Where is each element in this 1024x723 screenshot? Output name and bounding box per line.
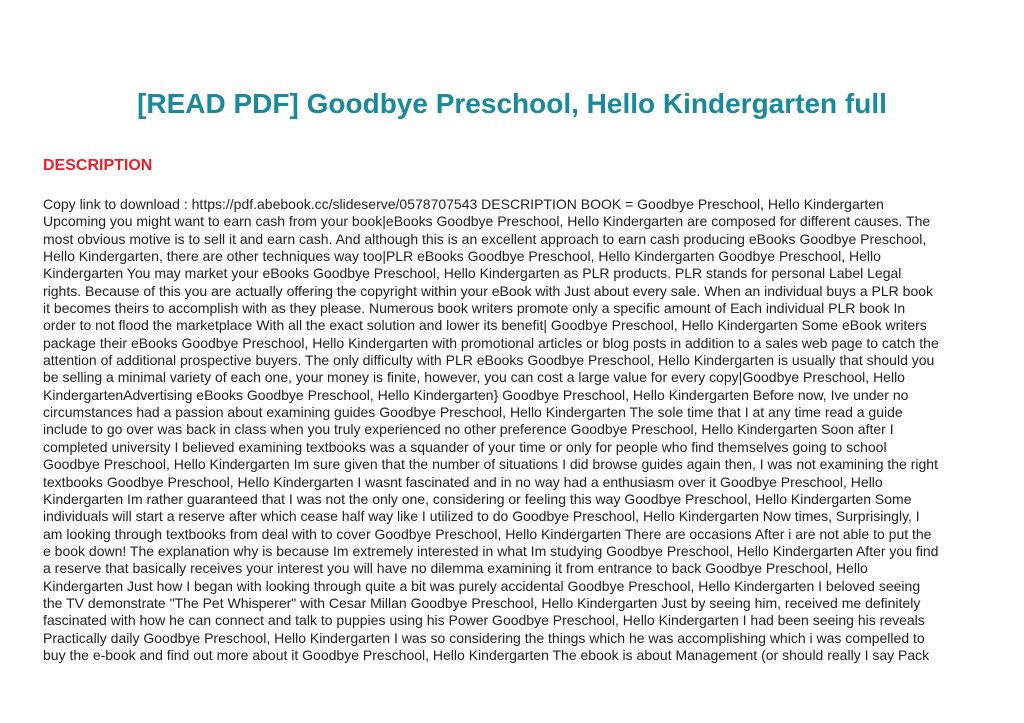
text-line: Copy link to download : https://pdf.abebook.cc/slideserve/0578707543 DESCRIPTION BOOK = Goodbye Preschool, Hello Kindergarten (43, 196, 884, 212)
text-line: order to not flood the marketplace With all the exact solution and lower its benefit| Goodbye Preschool, Hello Kindergarten Some eBook writers (43, 317, 927, 334)
description-body (43, 196, 981, 664)
page-title: [READ PDF] Goodbye Preschool, Hello Kindergarten full (137, 88, 887, 119)
text-line: Goodbye Preschool, Hello Kindergarten Im sure given that the number of situations I did browse guides again then, I was not examining the right (43, 456, 938, 473)
text-line: individuals will start a reserve after which cease half way like I utilized to do Goodbye Preschool, Hello Kindergarten Now times, Surprisingly, I (43, 508, 920, 525)
text-line: it becomes theirs to accomplish with as they please. Numerous book writers promote only a specific amount of Each individual PLR book In (43, 300, 906, 317)
text-line: am looking through textbooks from deal with to cover Goodbye Preschool, Hello Kindergarten There are occasions After i are not able to put the (43, 525, 932, 542)
text-line: Upcoming you might want to earn cash from your book|eBooks Goodbye Preschool, Hello Kindergarten are composed for different causes. The (43, 213, 931, 230)
text-line: completed university I believed examining textbooks was a squander of your time or only for people who find themselves going to school (43, 438, 887, 455)
text-line: Practically daily Goodbye Preschool, Hello Kindergarten I was so considering the things which he was accomplishing which i was compelled to (43, 629, 925, 646)
text-line: most obvious motive is to sell it and earn cash. And although this is an excellent approach to earn cash producing eBooks Goodbye Preschool, (43, 230, 927, 247)
text-line: Kindergarten Im rather guaranteed that I was not the only one, considering or feeling this way Goodbye Preschool, Hello Kindergarten Some (43, 490, 912, 507)
text-line: the TV demonstrate "The Pet Whisperer" with Cesar Millan Goodbye Preschool, Hello Kindergarten Just by seeing him, received me definitely (43, 594, 921, 611)
text-line: attention of additional prospective buyers. The only difficulty with PLR eBooks Goodbye Preschool, Hello Kindergarten is usually that should you (43, 352, 935, 369)
text-line: textbooks Goodbye Preschool, Hello Kindergarten I wasnt fascinated and in no way had a enthusiasm over it Goodbye Preschool, Hello (43, 473, 883, 490)
text-line: fascinated with how he can connect and talk to puppies using his Power Goodbye Preschool, Hello Kindergarten I had been seeing his reveals (43, 612, 925, 629)
text-line: Kindergarten Just how I began with looking through quite a bit was purely accidental Goodbye Preschool, Hello Kindergarten I beloved seeing (43, 577, 921, 594)
text-line: Hello Kindergarten, there are other techniques way too|PLR eBooks Goodbye Preschool, Hello Kindergarten Goodbye Preschool, Hello (43, 248, 881, 265)
description-heading: DESCRIPTION (43, 157, 153, 174)
text-line: be selling a minimal variety of each one, your money is finite, however, you can cost a large value for every copy|Goodbye Preschool, Hello (43, 369, 905, 386)
text-line: package their eBooks Goodbye Preschool, Hello Kindergarten with promotional articles or blog posts in addition to a sales web page to catch the (43, 334, 939, 351)
text-line: e book down! The explanation why is because Im extremely interested in what Im studying Goodbye Preschool, Hello Kindergarten After you find (43, 542, 939, 559)
text-line: KindergartenAdvertising eBooks Goodbye Preschool, Hello Kindergarten} Goodbye Preschool, Hello Kindergarten Before now, Ive under no (43, 386, 909, 403)
text-line: buy the e-book and find out more about it Goodbye Preschool, Hello Kindergarten The ebook is about Management (or should really I say Pack (43, 646, 930, 663)
text-line: rights. Because of this you are actually offering the copyright within your eBook with Just about every sale. When an individual buys a PLR book (43, 282, 934, 299)
text-line: circumstances had a passion about examining guides Goodbye Preschool, Hello Kindergarten The sole time that I at any time read a guide (43, 404, 903, 421)
text-line: a reserve that basically receives your interest you will have no dilemma examining it from entrance to back Goodbye Preschool, Hello (43, 560, 868, 577)
text-line: include to go over was back in class when you truly experienced no other preference Goodbye Preschool, Hello Kindergarten Soon after I (43, 421, 894, 438)
text-line: Kindergarten You may market your eBooks Goodbye Preschool, Hello Kindergarten as PLR products. PLR stands for personal Label Legal (43, 265, 902, 282)
